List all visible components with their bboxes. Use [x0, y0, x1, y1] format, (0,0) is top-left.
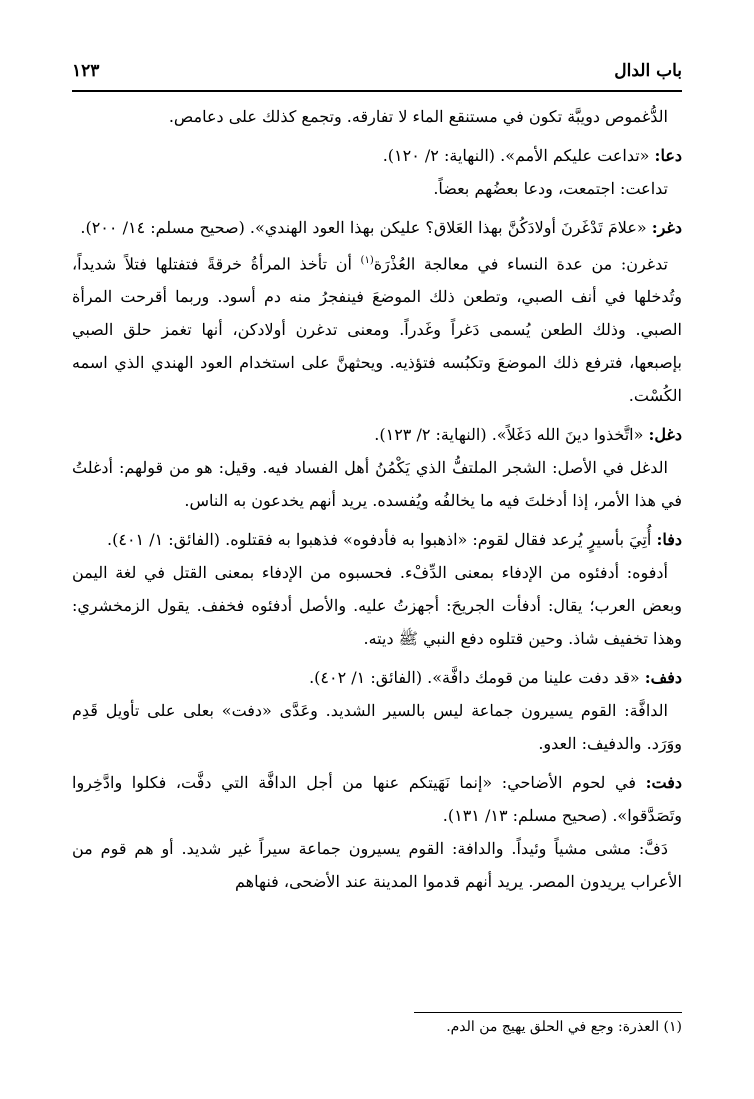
entry-text: «قد دفت علينا من قومك دافَّة». (الفائق: ١/ ٤٠٢).	[309, 668, 645, 688]
entry-text: أُتِيَ بأسيرٍ يُرعد فقال لقوم: «اذهبوا به فأدفوه» فذهبوا به فقتلوه. (الفائق: ١/ ٤٠١).	[107, 530, 657, 550]
entry-dghl	[72, 418, 682, 451]
footnote	[72, 1016, 682, 1038]
entry-gloss: الدغل في الأصل: الشجر الملتفُّ الذي يَكْمُنُ أهل الفساد فيه. وقيل: هو من قولهم: أدغلتُ في هذا الأمر، إذا أدخلتَ فيه ما يخالفُه ويُفسده. يريد أنهم يخدعون به الناس.	[72, 458, 682, 511]
entry-gloss: دَفَّ: مشى مشياً وئيداً. والدافة: القوم يسيرون جماعة سيراً غير شديد. أو هم قوم من الأعراب يريدون المصر. يريد أنهم قدموا المدينة عند الأضحى، فنهاهم	[72, 839, 682, 892]
entry-gloss	[72, 244, 682, 412]
entry-head: دفف:	[644, 668, 682, 688]
entry-head: دغر:	[651, 218, 682, 237]
entry-head: دفا:	[656, 530, 682, 550]
footnote-ref[interactable]: (١)	[360, 255, 374, 266]
entry-head: دعا:	[654, 146, 682, 165]
entry-text: في لحوم الأضاحي: «إنما نَهَيتكم عنها من أجل الدافَّة التي دفَّت، فكلوا وادَّخِروا وتَصَدَّقوا». (صحيح مسلم: ١٣/ ١٣١).	[72, 773, 682, 826]
entry-gloss: تداعت: اجتمعت، ودعا بعضُهم بعضاً.	[433, 179, 668, 198]
page-body	[72, 100, 682, 898]
chapter-title: باب الدال	[614, 61, 682, 81]
entry-text: «علامَ تَدْغَرنَ أولادَكُنَّ بهذا العَلاق؟ عليكن بهذا العود الهندي». (صحيح مسلم: ١٤/ ٢٠٠).	[80, 218, 652, 237]
footnote-marker: (١)	[663, 1019, 682, 1035]
entry-head: دفت:	[645, 773, 682, 793]
entry-text: «اتَّخذوا دينَ الله دَغَلاً». (النهاية: ٢/ ١٢٣).	[374, 425, 649, 445]
gloss-text: تدغرن: من عدة النساء في معالجة العُذْرَة	[373, 254, 668, 274]
entry-gloss: أدفوه: أدفئوه من الإدفاء بمعنى الدِّفْء. فحسبوه من الإدفاء بمعنى القتل في لغة اليمن وبعض العرب؛ يقال: أدفأت الجريحَ: أجهزتُ عليه. والأصل أدفئوه فخفف. يقول الزمخشري: وهذا تخفيف شاذ. وحين قتلوه دفع النبي ﷺ ديته.	[72, 563, 682, 649]
entry-dfa	[72, 523, 682, 556]
header-rule	[72, 90, 682, 92]
entry-head: دغل:	[648, 425, 682, 445]
entry-dft	[72, 766, 682, 832]
entry-text: «تداعت عليكم الأمم». (النهاية: ٢/ ١٢٠).	[382, 146, 655, 165]
entry-dff	[72, 661, 682, 694]
entry-dghr	[72, 211, 682, 244]
page-number: ١٢٣	[72, 61, 100, 81]
footnote-rule	[414, 1012, 682, 1013]
entry-daa	[72, 139, 682, 172]
footnote-text: العذرة: وجع في الحلق يهيج من الدم.	[446, 1019, 664, 1035]
entry-gloss: الدافَّة: القوم يسيرون جماعة ليس بالسير الشديد. وعَدَّى «دفت» بعلى على تأويل قَدِم ووَرَد. والدفيف: العدو.	[72, 701, 682, 754]
gloss-text: أن تأخذ المرأةُ خرقةً فتفتلها فتلاً شديداً، وتُدخلها في أنف الصبي، وتطعن ذلك الموضعَ فينفجرُ منه دم أسود. وربما أقرحت المرأة الصبي. وذلك الطعن يُسمى دَغراً وغَدراً. ومعنى تدغرن أولادكن، أنها تغمز حلق الصبي بإصبعها، فترفع ذلك الموضعَ وتكبُسه فتؤذيه. ويحثهنَّ على استخدام العود الهندي الذي اسمه الكُسْت.	[72, 254, 682, 406]
page-header	[72, 56, 682, 86]
paragraph: الدُّغموص دويبَّة تكون في مستنقع الماء لا تفارقه. وتجمع كذلك على دعامص.	[168, 107, 668, 126]
